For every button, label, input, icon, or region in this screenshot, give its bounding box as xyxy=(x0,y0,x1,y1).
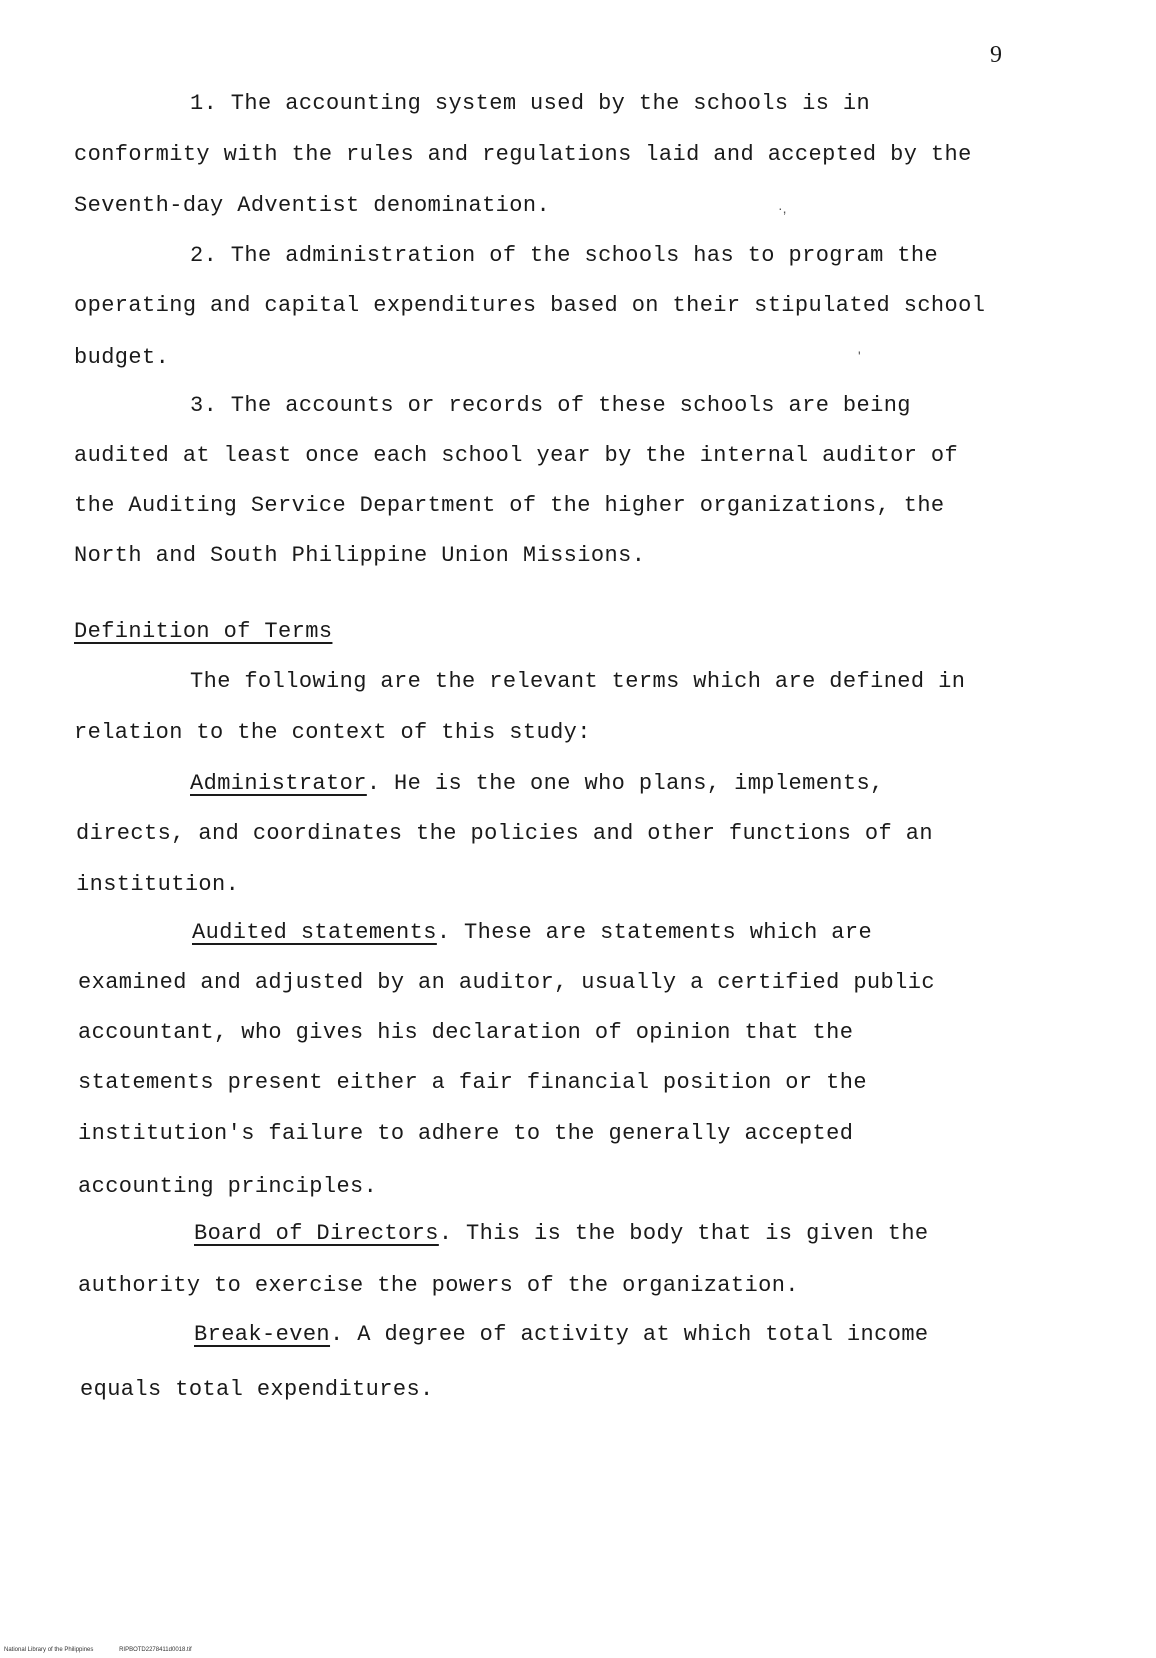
footer-library: National Library of the Philippines xyxy=(4,1647,94,1653)
intro-line-2: relation to the context of this study: xyxy=(74,720,591,745)
term-administrator-line-3: institution. xyxy=(76,872,240,897)
term-definition: . He is the one who plans, implements, xyxy=(366,771,884,796)
term-break-even xyxy=(194,1321,929,1349)
term-administrator xyxy=(190,770,884,798)
item-1-line-1: 1. The accounting system used by the schools is in xyxy=(190,91,871,116)
item-2-line-2: operating and capital expenditures based on their stipulated school xyxy=(74,293,986,318)
section-heading: Definition of Terms xyxy=(74,619,333,644)
term-label: Board of Directors xyxy=(194,1221,439,1246)
term-definition: . This is the body that is given the xyxy=(438,1221,929,1246)
term-board-of-directors xyxy=(194,1220,929,1248)
scan-speck: ·, xyxy=(778,200,787,216)
item-3-line-3: the Auditing Service Department of the higher organizations, the xyxy=(74,493,945,518)
term-audited-line-4: statements present either a fair financial position or the xyxy=(78,1070,867,1095)
term-administrator-line-2: directs, and coordinates the policies and other functions of an xyxy=(76,821,933,846)
term-audited-line-5: institution's failure to adhere to the generally accepted xyxy=(78,1121,854,1146)
term-break-even-line-2: equals total expenditures. xyxy=(80,1377,434,1402)
term-audited-line-3: accountant, who gives his declaration of opinion that the xyxy=(78,1020,854,1045)
term-label: Audited statements xyxy=(192,920,437,945)
term-audited-line-6: accounting principles. xyxy=(78,1174,378,1199)
term-board-line-2: authority to exercise the powers of the organization. xyxy=(78,1273,799,1298)
item-3-line-1: 3. The accounts or records of these schools are being xyxy=(190,393,911,418)
term-definition: . These are statements which are xyxy=(436,920,873,945)
term-audited-statements xyxy=(192,919,872,947)
item-2-line-3: budget. xyxy=(74,345,170,370)
item-2-line-1: 2. The administration of the schools has to program the xyxy=(190,243,939,268)
scan-footer xyxy=(4,1647,216,1653)
item-3-line-2: audited at least once each school year by the internal auditor of xyxy=(74,443,959,468)
term-audited-line-2: examined and adjusted by an auditor, usually a certified public xyxy=(78,970,935,995)
item-1-line-2: conformity with the rules and regulations laid and accepted by the xyxy=(74,142,972,167)
term-definition: . A degree of activity at which total income xyxy=(330,1322,929,1347)
page-number: 9 xyxy=(990,42,1002,68)
term-label: Administrator xyxy=(190,771,367,796)
scan-speck: ' xyxy=(858,348,861,364)
footer-file-id: RIPBOTD2278411d0018.tif xyxy=(119,1647,192,1653)
term-label: Break-even xyxy=(194,1322,331,1347)
intro-line-1: The following are the relevant terms which are defined in xyxy=(190,669,966,694)
item-3-line-4: North and South Philippine Union Missions. xyxy=(74,543,646,568)
item-1-line-3: Seventh-day Adventist denomination. xyxy=(74,193,551,218)
